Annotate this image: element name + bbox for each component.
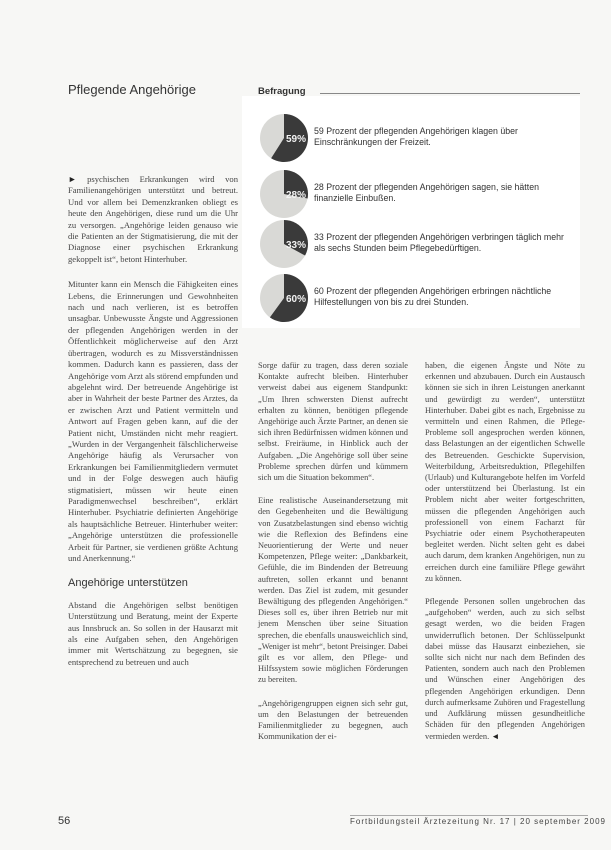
survey-item-text: 60 Prozent der pflegenden Angehörigen erbringen nächtliche Hilfestellungen von bis zu drei Stunden. — [314, 286, 552, 307]
article-title: Pflegende Angehörige — [68, 82, 196, 97]
survey-item — [258, 112, 568, 164]
pie-percent-label: 28% — [285, 190, 307, 201]
survey-heading-rule — [320, 93, 580, 94]
left-column — [68, 174, 238, 682]
pie-chart — [258, 112, 310, 164]
right-column — [425, 360, 585, 754]
middle-paragraph-2: Eine realistische Auseinandersetzung mit den Gegebenheiten und die Bewältigung von Zusatzbelastungen sind ebenso wichtig wie die Reflexion des Befindens eine Neuorientierung der Werte und neuer Kompetenzen, Pflege weiter: „Dankbarkeit, Gefühle, die im Bindenden der Betreuung auftreten, sollen erkannt und benannt werden. Das Ziel ist zudem, mit gesunder Bewältigung des pflegenden Angehörigen.“ Dieses soll es, über ihren Betrieb nur mit jenem Menschen über seine Situation sprechen, die ebenfalls unausweichlich sind, „Weniger ist mehr“, betont Preisinger. Dabei gilt es vor allem, den Pflege- und Hilfssystem sowie möglichen Förderungen zu bereiten. — [258, 496, 408, 685]
survey-item — [258, 272, 568, 324]
middle-paragraph-3: „Angehörigengruppen eignen sich sehr gut, um den Belastungen der betreuenden Familienmitglieder zu begegnen, auch Kommunikation der ei- — [258, 698, 408, 742]
publication-line: Fortbildungsteil Ärztezeitung Nr. 17 | 20 september 2009 — [350, 817, 606, 826]
right-paragraph-1: haben, die eigenen Ängste und Nöte zu erkennen und abzubauen. Durch ein Austausch können sie sich in ihren Leistungen anerkannt und gewürdigt zu werden“, unterstützt Hinterhuber. Dabei gibt es nach, Ergebnisse zu vermitteln und einen Rahmen, die Pflege-Probleme soll angesprochen werden können, dass Belastungen an der eigentlichen Schwelle des Betreuenden. Geschickte Supervision, Weiterbildung, Arbeitsreduktion, Pflegehilfen (Urlaub) und Kulturangebote helfen im Vorfeld oder unterstützend bei Überlastung. Ist ein Problem nicht aber weiter fortgeschritten, müssen die pflegenden Angehörigen auch professionell von einem Facharzt für Psychiatrie oder einem Psychotherapeuten begleitet werden. Nicht selten geht es dabei auch darum, dem kranken Angehörigen, nun zu erreichen durch eine familiäre Pflege gewährt zu können. — [425, 361, 585, 583]
survey-heading: Befragung — [258, 86, 306, 97]
subheading: Angehörige unterstützen — [68, 577, 188, 590]
survey-item — [258, 168, 568, 220]
page-number: 56 — [58, 815, 71, 827]
survey-item-text: 59 Prozent der pflegenden Angehörigen klagen über Einschränkungen der Freizeit. — [314, 126, 518, 147]
right-paragraph-2-text: Pflegende Personen sollen ungebrochen das „aufgehoben“ werden, auch zu sich selbst gesagt werden, wo die beiden Fragen unwiderruflich betonen. Der Schlüsselpunkt dabei müsse das Hausarzt einbeziehen, sie sollte sich nicht nur nach dem Befinden des Patienten, sondern auch nach den Problemen und Wünschen einer Angehörigen des pflegenden Angehörigen erkundigen. Denn durch aufmerksame Zuhören und Fragestellung und Aufklärung müssen gesundheitliche Schäden für den pflegenden Angehörigen vermieden werden. — [425, 597, 585, 741]
pie-percent-label: 60% — [285, 294, 307, 305]
survey-item-text: 33 Prozent der pflegenden Angehörigen verbringen täglich mehr als sechs Stunden beim Pflegebedürftigen. — [314, 232, 564, 253]
middle-paragraph-1: Sorge dafür zu tragen, dass deren soziale Kontakte aufrecht bleiben. Hinterhuber verweist dabei aus eigenem Standpunkt: „Um Ihren schwersten Dienst aufrecht erhalten zu können, benötigen pflegende Angehörige auch Ärzte Partner, an denen sie sich ihren Bedürfnissen widmen können und selbst. Freiräume, in Hinblick auch der Aufgaben. „Die Angehörige soll über seine Probleme sprechen dürfen und kümmern sich um die Situation bekommen“. — [258, 361, 408, 483]
footer-rule — [350, 815, 588, 816]
right-paragraph-2 — [425, 596, 585, 742]
survey-item — [258, 218, 568, 270]
pie-chart — [258, 218, 310, 270]
middle-column — [258, 360, 408, 755]
pie-chart — [258, 272, 310, 324]
article-continue-marker: ► — [68, 174, 77, 184]
left-paragraph-2: Mitunter kann ein Mensch die Fähigkeiten eines Lebens, die Erinnerungen und Gewohnheiten nach und nach verlieren, ist es betroffen unsagbar. Unbewusste Ängste und Aggressionen der pflegenden Angehörigen werden in der Öffentlichkeit möglicherweise auf den Arzt übertragen, wodurch es zu Missverständnissen kommen. Dadurch kann es passieren, dass der Angehörige vom Arzt als störend empfunden und abgelehnt wird. Der betreuende Angehörige ist aber in Wahrheit der beste Partner des Arztes, da er zwischen Arzt und Patient vermitteln und Antwort auf Fragen geben kann, auf die der Patient nicht, Umständen nicht mehr reagiert. „Wurden in der Vergangenheit fälschlicherweise Angehörige häufig als Verursacher von Erkrankungen bei Familienmitgliedern vermutet und in der Folge deswegen auch häufig stigmatisiert, müssen wir heute einen Paradigmenwechsel beschreiben“, erklärt Hinterhuber. Psychiatrie definierten Angehörige als hauptsächliche Betreuer. Hinterhuber weiter: „Angehörige unterstützen die professionelle Arbeit für Partner, sie verdienen größte Achtung und Anerkennung.“ — [68, 279, 238, 563]
left-paragraph-1-text: psychischen Erkrankungen wird von Familienangehörigen unterstützt und betreut. Und vor allem bei Demenzkranken obliegt es heute den Angehörigen, diese rund um die Uhr zu versorgen. „Angehörige leiden genauso wie die Patienten an der Stigmatisierung, die mit der Diagnose einer psychischen Erkrankung gekoppelt ist“, betont Hinterhuber. — [68, 174, 238, 264]
article-end-marker: ◄ — [491, 731, 500, 741]
pie-chart — [258, 168, 310, 220]
pie-percent-label: 59% — [285, 134, 307, 145]
pie-percent-label: 33% — [285, 240, 307, 251]
left-paragraph-3: Abstand die Angehörigen selbst benötigen Unterstützung und Beratung, meint der Experte aus Innsbruck an. So sollen in der Hausarzt mit als eine Aufgaben sehen, den Angehörigen immer mit Wertschätzung zu begegnen, sie entsprechend zu betreuen und auch — [68, 599, 238, 667]
survey-item-text: 28 Prozent der pflegenden Angehörigen sagen, sie hätten finanzielle Einbußen. — [314, 182, 539, 203]
left-paragraph-1 — [68, 174, 238, 265]
